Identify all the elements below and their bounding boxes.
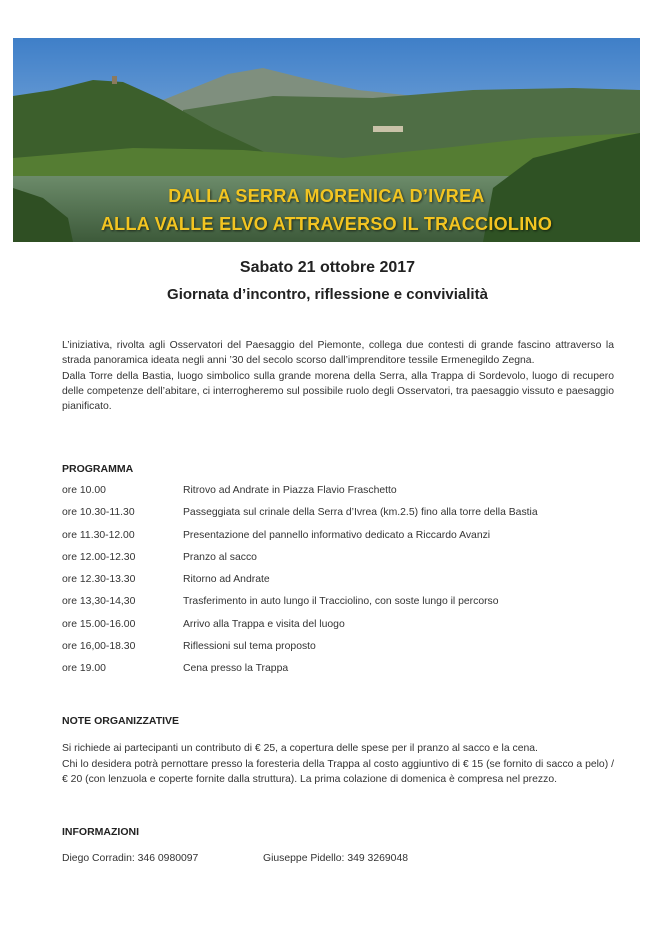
schedule-row [62, 485, 622, 507]
schedule-row [62, 641, 622, 663]
notes-text [62, 741, 614, 788]
notes-paragraph: Chi lo desidera potrà pernottare presso la foresteria della Trappa al costo aggiuntivo di € 15 (se fornito di sacco a pelo) / € 20 (con lenzuola e coperte fornite dalla struttura). La prima colazione di domenica è compresa nel prezzo. [62, 758, 614, 785]
schedule-time: ore 10.00 [62, 485, 106, 496]
header-banner [13, 38, 640, 242]
schedule-row [62, 663, 622, 685]
schedule-row [62, 574, 622, 596]
schedule-time: ore 19.00 [62, 663, 106, 675]
schedule-row [62, 619, 622, 641]
intro-text [62, 338, 614, 414]
schedule-time: ore 15.00-16.00 [62, 618, 136, 630]
banner-title-line1: DALLA SERRA MORENICA D’IVREA [168, 186, 485, 206]
schedule-row [62, 530, 622, 552]
program-schedule [62, 485, 622, 686]
schedule-description: Passeggiata sul crinale della Serra d’Ivrea (km.2.5) fino alla torre della Bastia [183, 507, 538, 519]
schedule-time: ore 16,00-18.30 [62, 641, 136, 653]
schedule-description: Cena presso la Trappa [183, 663, 289, 675]
contact-giuseppe: Giuseppe Pidello: 349 3269048 [263, 853, 409, 864]
intro-paragraph: L’iniziativa, rivolta agli Osservatori del Paesaggio del Piemonte, collega due contesti di grande fascino attraverso la strada panoramica ideata negli anni ’30 del secolo scorso dall’imprenditore tessile Ermenegildo Zegna. [62, 340, 614, 367]
schedule-description: Trasferimento in auto lungo il Tracciolino, con soste lungo il percorso [183, 596, 499, 608]
schedule-description: Presentazione del pannello informativo dedicato a Riccardo Avanzi [183, 529, 491, 541]
schedule-row [62, 596, 622, 618]
schedule-time: ore 13,30-14,30 [62, 596, 136, 608]
schedule-time: ore 12.30-13.30 [62, 574, 136, 586]
banner-title-line2: ALLA VALLE ELVO ATTRAVERSO IL TRACCIOLINO [100, 214, 553, 234]
schedule-description: Ritorno ad Andrate [183, 574, 270, 586]
schedule-description: Pranzo al sacco [183, 551, 257, 563]
notes-heading: NOTE ORGANIZZATIVE [62, 715, 180, 727]
event-date: Sabato 21 ottobre 2017 [239, 259, 416, 276]
program-heading: PROGRAMMA [62, 463, 134, 475]
schedule-description: Riflessioni sul tema proposto [183, 641, 316, 653]
intro-paragraph: Dalla Torre della Bastia, luogo simbolico sulla grande morena della Serra, alla Trappa di Sordevolo, luogo di recupero delle competenze dell’abitare, ci interrogheremo sul possibile ruolo degli Osservatori, tra paesaggio vissuto e paesaggio pianificato. [62, 370, 614, 413]
landscape-photo [13, 38, 640, 242]
schedule-row [62, 507, 622, 529]
schedule-description: Arrivo alla Trappa e visita del luogo [183, 618, 345, 630]
schedule-time: ore 11.30-12.00 [62, 529, 135, 541]
contact-diego: Diego Corradin: 346 0980097 [62, 853, 199, 864]
schedule-time: ore 10.30-11.30 [62, 507, 135, 519]
notes-paragraph: Si richiede ai partecipanti un contributo di € 25, a copertura delle spese per il pranzo al sacco e la cena. [62, 743, 538, 754]
schedule-description: Ritrovo ad Andrate in Piazza Flavio Fraschetto [183, 485, 397, 496]
event-subtitle: Giornata d’incontro, riflessione e convivialità [167, 286, 488, 303]
schedule-time: ore 12.00-12.30 [62, 551, 136, 563]
info-heading: INFORMAZIONI [62, 826, 139, 838]
schedule-row [62, 552, 622, 574]
